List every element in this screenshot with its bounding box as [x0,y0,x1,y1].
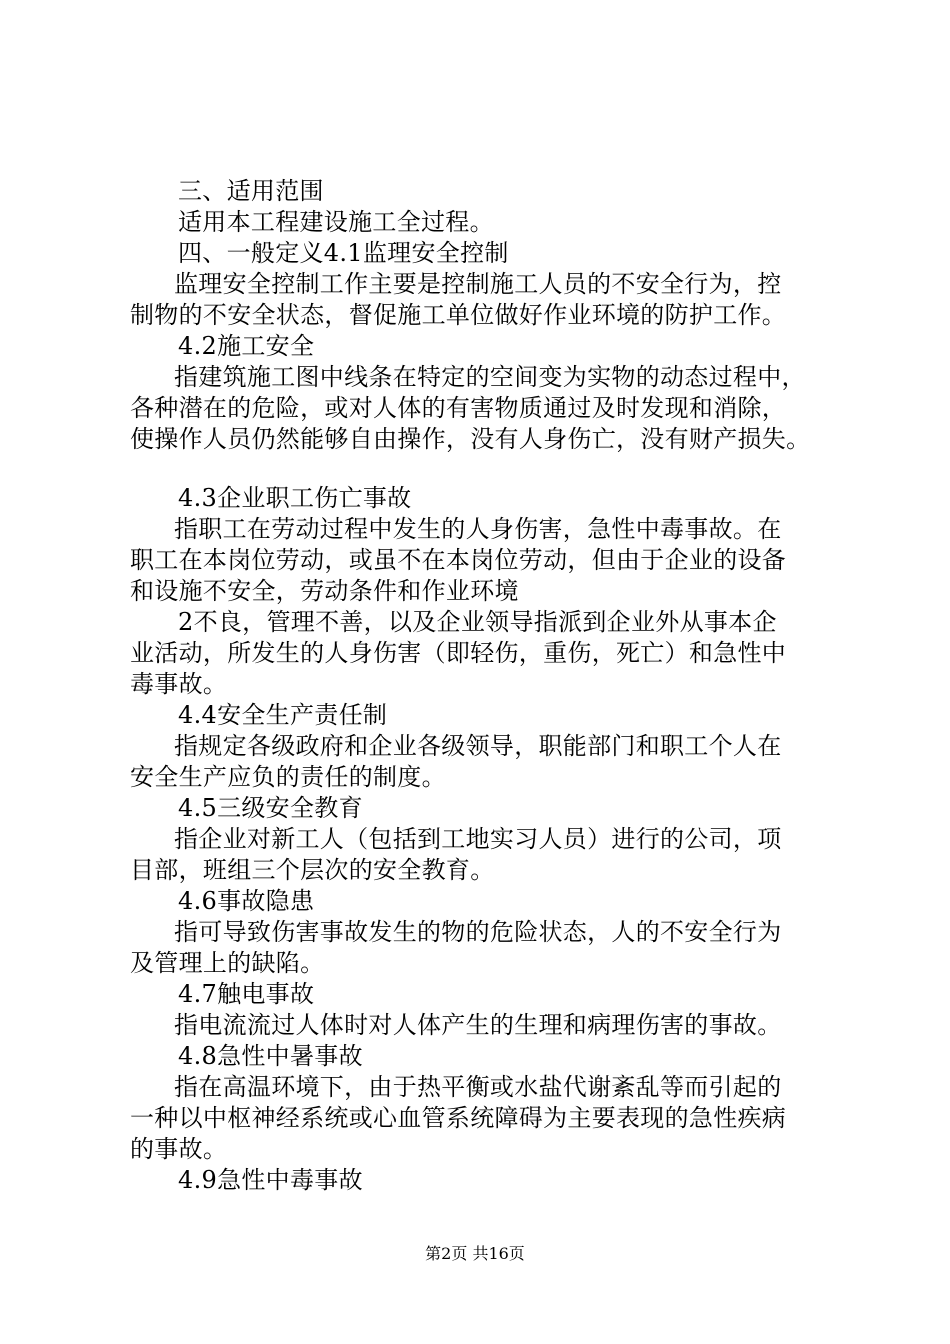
paragraph-line: 指企业对新工人（包括到工地实习人员）进行的公司，项 [174,825,782,853]
subsection-heading: 4.4安全生产责任制 [178,701,388,729]
paragraph-line: 目部，班组三个层次的安全教育。 [130,856,495,884]
paragraph-line: 毒事故。 [130,670,228,698]
subsection-heading: 4.9急性中毒事故 [178,1166,363,1194]
paragraph-line: 各种潜在的危险，或对人体的有害物质通过及时发现和消除， [130,394,787,422]
paragraph-line: 2不良，管理不善，以及企业领导指派到企业外从事本企 [178,608,777,636]
subsection-heading: 4.5三级安全教育 [178,794,363,822]
paragraph-line: 指电流流过人体时对人体产生的生理和病理伤害的事故。 [174,1011,782,1039]
paragraph-line: 安全生产应负的责任的制度。 [130,763,446,791]
subsection-heading: 4.6事故隐患 [178,887,315,915]
subsection-heading: 4.3企业职工伤亡事故 [178,484,412,512]
paragraph-line: 制物的不安全状态，督促施工单位做好作业环境的防护工作。 [130,301,787,329]
subsection-heading: 4.8急性中暑事故 [178,1042,363,1070]
paragraph-line: 适用本工程建设施工全过程。 [178,208,494,236]
paragraph-line: 指规定各级政府和企业各级领导，职能部门和职工个人在 [174,732,782,760]
paragraph-line: 和设施不安全，劳动条件和作业环境 [130,577,519,605]
paragraph-line: 一种以中枢神经系统或心血管系统障碍为主要表现的急性疾病 [130,1104,787,1132]
paragraph-line: 使操作人员仍然能够自由操作，没有人身伤亡，没有财产损失。 [130,425,811,453]
subsection-heading: 4.2施工安全 [178,332,315,360]
page-footer [0,1244,950,1264]
page-number: 第2页 共16页 [425,1244,525,1263]
document-body [130,176,835,1196]
paragraph-line: 指可导致伤害事故发生的物的危险状态，人的不安全行为 [174,918,782,946]
paragraph-line: 指建筑施工图中线条在特定的空间变为实物的动态过程中， [174,363,806,391]
subsection-heading: 4.7触电事故 [178,980,315,1008]
paragraph-line: 业活动，所发生的人身伤害（即轻伤，重伤，死亡）和急性中 [130,639,787,667]
paragraph-line: 职工在本岗位劳动，或虽不在本岗位劳动，但由于企业的设备 [130,546,787,574]
paragraph-line: 及管理上的缺陷。 [130,949,325,977]
paragraph-line: 的事故。 [130,1135,228,1163]
paragraph-gap [130,455,835,483]
paragraph-line: 监理安全控制工作主要是控制施工人员的不安全行为，控 [174,270,782,298]
paragraph-line: 指在高温环境下，由于热平衡或水盐代谢紊乱等而引起的 [174,1073,782,1101]
section-heading: 三、适用范围 [178,177,324,205]
paragraph-line: 指职工在劳动过程中发生的人身伤害，急性中毒事故。在 [174,515,782,543]
section-heading: 四、一般定义4.1监理安全控制 [178,239,509,267]
